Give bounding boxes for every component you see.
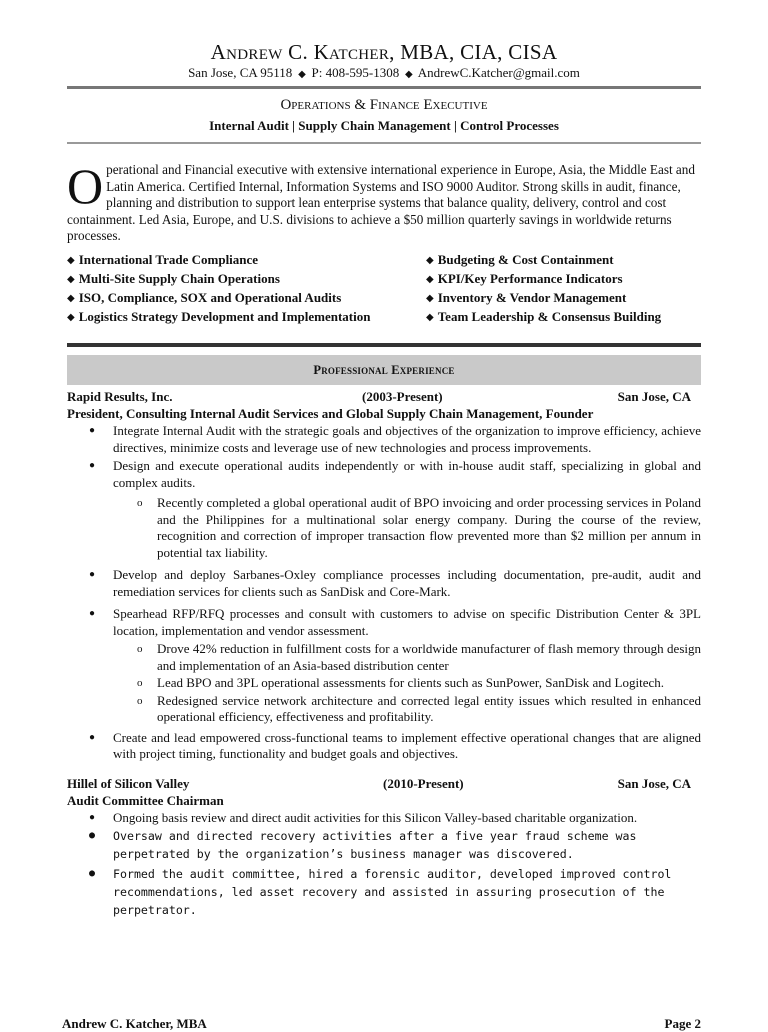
list-item: ● Spearhead RFP/RFQ processes and consult with customers to advise on specific Distribution Center & 3PL location, implementation and vendor assessment. <box>89 606 701 638</box>
diamond-icon: ◆ <box>402 69 416 80</box>
subheadline: Internal Audit | Supply Chain Management | Control Processes <box>209 118 559 133</box>
job-company: Rapid Results, Inc. <box>67 389 173 404</box>
job-location: San Jose, CA <box>617 776 691 791</box>
job-bullets <box>67 423 701 765</box>
summary-dropcap: O <box>67 158 104 214</box>
bullet-icon: ● <box>89 569 96 580</box>
contact-line <box>0 65 768 81</box>
sub-list-item: o Drove 42% reduction in fulfillment costs for a worldwide manufacturer of flash memory through design and implementation of an Asia-based distribution center <box>137 641 701 673</box>
header-divider <box>67 86 701 89</box>
skill-label: International Trade Compliance <box>78 252 259 267</box>
job-header <box>67 776 701 793</box>
diamond-icon: ◆ <box>426 274 434 285</box>
job-bullets-mono <box>67 827 701 921</box>
skill-item <box>426 251 716 270</box>
skill-label: Inventory & Vendor Management <box>437 290 627 305</box>
diamond-icon: ◆ <box>67 293 75 304</box>
list-item: ● Design and execute operational audits independently or with in-house audit staff, specializing in global and complex audits. <box>89 458 701 490</box>
sub-list-item: o Redesigned service network architecture and corrected legal entity issues which resulted in enhanced operational efficiency, effectiveness and profitability. <box>137 692 701 724</box>
summary-body: Certified Internal, Information Systems and ISO 9000 Auditor. Strong skills in audit, finance, planning and distribution to support lean enterprise systems that balance quality, delivery, control and cost containment. Led Asia, Europe, and U.S. divisions to achieve a $50 million quarterly savings in worldwide returns processes. <box>67 178 681 243</box>
diamond-icon: ◆ <box>295 69 309 80</box>
job-header <box>67 389 701 406</box>
list-item: ● Formed the audit committee, hired a forensic auditor, developed improved control recommendations, led asset recovery and assisted in assuring prosecution of the perpetrator. <box>89 867 672 917</box>
diamond-icon: ◆ <box>67 312 75 323</box>
diamond-icon: ◆ <box>426 312 434 323</box>
job-title: Audit Committee Chairman <box>67 793 224 808</box>
list-item: ● Oversaw and directed recovery activities after a five year fraud scheme was perpetrated by the organization’s business manager was discovered. <box>89 829 637 861</box>
bullet-icon: ● <box>89 812 96 823</box>
skill-label: ISO, Compliance, SOX and Operational Audits <box>78 290 342 305</box>
skill-label: KPI/Key Performance Indicators <box>437 271 623 286</box>
diamond-icon: ◆ <box>426 255 434 266</box>
job-dates: (2003-Present) <box>362 389 443 404</box>
list-item: ● Integrate Internal Audit with the strategic goals and objectives of the organization to improve efficiency, achieve directives, minimize costs and leverage use of new technologies and process improvements. <box>89 423 701 455</box>
skill-item <box>67 289 422 308</box>
bullet-icon: ● <box>89 608 96 619</box>
section-title: Professional Experience <box>67 355 701 385</box>
job-company: Hillel of Silicon Valley <box>67 776 190 791</box>
skill-item <box>67 251 422 270</box>
skill-item <box>67 270 422 289</box>
contact-phone: P: 408-595-1308 <box>311 65 400 80</box>
bullet-icon: ● <box>89 425 96 436</box>
job-bullets <box>67 810 701 829</box>
diamond-icon: ◆ <box>426 293 434 304</box>
circle-bullet-icon: o <box>137 643 143 655</box>
sub-list-item: o Lead BPO and 3PL operational assessments for clients such as SunPower, SanDisk and Logitech. <box>137 675 664 690</box>
list-item: ● Develop and deploy Sarbanes-Oxley compliance processes including documentation, pre-audit, audit and remediation services for clients such as SanDisk and Core-Mark. <box>89 567 701 599</box>
contact-city: San Jose, CA 95118 <box>188 65 293 80</box>
circle-bullet-icon: o <box>137 677 143 689</box>
section-divider-top <box>67 343 701 347</box>
headline: Operations & Finance Executive <box>280 97 488 113</box>
skill-label: Team Leadership & Consensus Building <box>437 309 662 324</box>
circle-bullet-icon: o <box>137 694 143 707</box>
skill-item <box>426 270 716 289</box>
job-location: San Jose, CA <box>617 389 691 404</box>
candidate-name: Andrew C. Katcher, MBA, CIA, CISA <box>210 40 558 64</box>
skill-item <box>426 308 716 327</box>
contact-email: AndrewC.Katcher@gmail.com <box>417 65 580 80</box>
skill-label: Multi-Site Supply Chain Operations <box>78 271 280 286</box>
skills-right-column <box>426 251 716 327</box>
job-dates: (2010-Present) <box>383 776 464 791</box>
job-title: President, Consulting Internal Audit Services and Global Supply Chain Management, Founder <box>67 406 594 421</box>
list-item: ● Create and lead empowered cross-functional teams to implement effective operational changes that are aligned with project timing, functionality and budget goals and objectives. <box>89 729 701 761</box>
skill-label: Budgeting & Cost Containment <box>437 252 614 267</box>
list-item: ● Ongoing basis review and direct audit activities for this Silicon Valley-based charitable organization. <box>89 810 638 825</box>
bullet-icon: ● <box>89 830 96 841</box>
sub-list-item: o Recently completed a global operational audit of BPO invoicing and order processing services in Poland and the Philippines for a multinational solar energy company. During the course of the review, recognition and correction of improper transaction flow prevented more than $2 million per annum in potential tax liability. <box>137 495 701 560</box>
bullet-icon: ● <box>89 868 96 879</box>
bullet-icon: ● <box>89 460 96 471</box>
summary-paragraph <box>67 158 701 245</box>
summary-lead: perational and Financial executive with extensive international experience in Europe, Asia, the Middle East and Latin America. <box>106 162 695 194</box>
skill-item <box>426 289 716 308</box>
footer-name: Andrew C. Katcher, MBA <box>62 1016 207 1031</box>
footer-page-number: Page 2 <box>664 1016 701 1031</box>
summary-divider <box>67 142 701 144</box>
diamond-icon: ◆ <box>67 255 75 266</box>
skill-item <box>67 308 422 327</box>
diamond-icon: ◆ <box>67 274 75 285</box>
skills-left-column <box>67 251 422 327</box>
skill-label: Logistics Strategy Development and Implementation <box>78 309 371 324</box>
circle-bullet-icon: o <box>137 497 143 509</box>
bullet-icon: ● <box>89 731 96 743</box>
